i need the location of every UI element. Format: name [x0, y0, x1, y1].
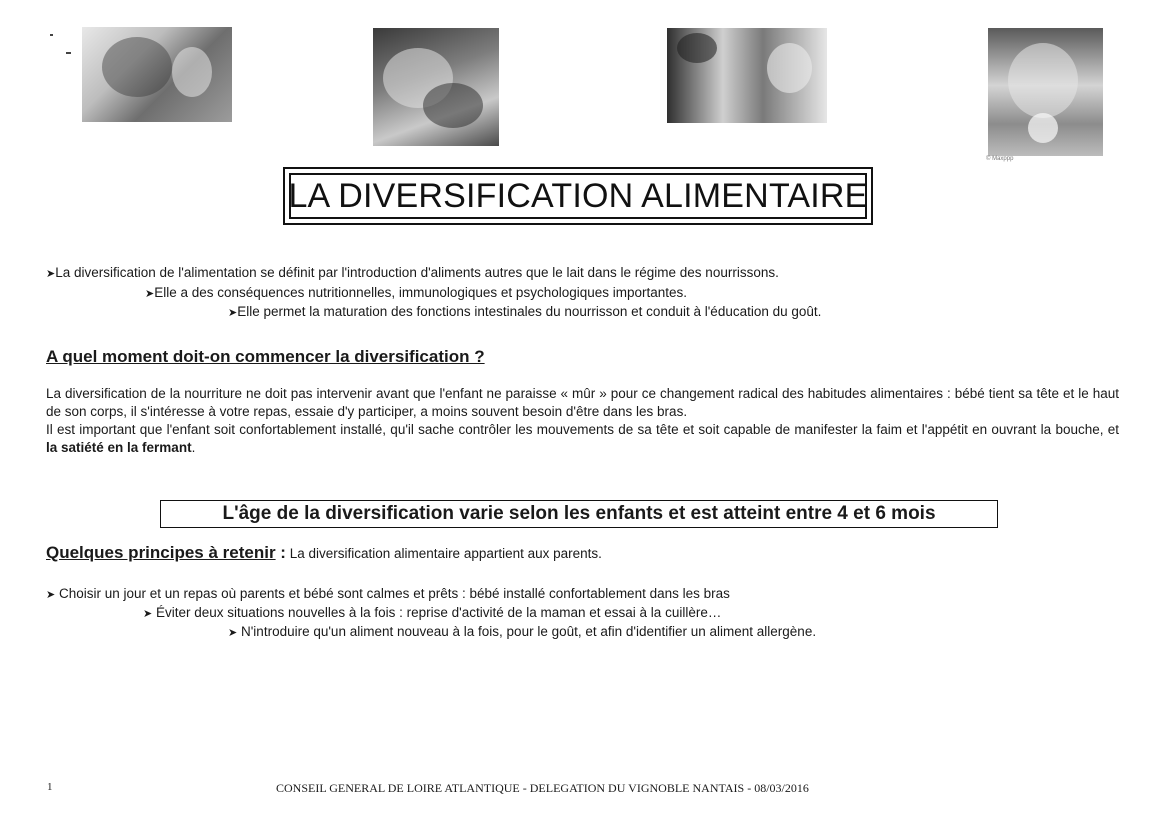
title-frame	[283, 167, 873, 225]
arrow-icon: ➤	[46, 268, 56, 280]
intro-line-1	[46, 264, 779, 283]
intro-line-3	[228, 303, 821, 322]
age-highlight-box	[160, 500, 998, 528]
section-heading-when: A quel moment doit-on commencer la diversification ?	[46, 347, 485, 366]
age-highlight-text: L'âge de la diversification varie selon les enfants et est atteint entre 4 et 6 mois	[222, 503, 936, 524]
intro-text-3: Elle permet la maturation des fonctions intestinales du nourrisson et conduit à l'éducation du goût.	[237, 304, 822, 319]
section-when-body	[46, 385, 1119, 457]
principle-text-1: Choisir un jour et un repas où parents et bébé sont calmes et prêts : bébé installé confortablement dans les bras	[58, 586, 730, 601]
page-footer: CONSEIL GENERAL DE LOIRE ATLANTIQUE - DELEGATION DU VIGNOBLE NANTAIS - 08/03/2016	[276, 781, 809, 795]
intro-text-2: Elle a des conséquences nutritionnelles, immunologiques et psychologiques importantes.	[154, 285, 688, 300]
intro-line-2	[145, 284, 687, 303]
photo-mother-baby	[82, 27, 232, 122]
arrow-icon: ➤	[143, 608, 153, 620]
principles-lead: La diversification alimentaire appartient aux parents.	[289, 546, 602, 561]
principle-text-2: Éviter deux situations nouvelles à la fois : reprise d'activité de la maman et essai à la cuillère…	[155, 605, 722, 620]
photo-child-eating	[988, 28, 1103, 156]
principle-item-2	[143, 604, 721, 623]
heading-colon: :	[275, 543, 286, 562]
arrow-icon: ➤	[145, 288, 155, 300]
paragraph-maturity: La diversification de la nourriture ne doit pas intervenir avant que l'enfant ne paraisse « mûr » pour ce changement radical des habitudes alimentaires : bébé tient sa tête et le haut de son corps, il s'intéresse à votre repas, essaie d'y participer, a moins souvent besoin d'être dans les bras.	[46, 386, 1119, 419]
principle-item-3	[228, 623, 816, 642]
intro-text-1: La diversification de l'alimentation se définit par l'introduction d'aliments autres que le lait dans le régime des nourrissons.	[55, 265, 779, 280]
paragraph-end: .	[191, 440, 196, 455]
paragraph-installation	[46, 421, 1119, 457]
photo-credit: © Maxppp	[986, 156, 1014, 162]
principle-item-1	[46, 585, 730, 604]
page-number: 1	[47, 781, 53, 793]
scan-speck	[66, 52, 71, 54]
emphasis-satiety: la satiété en la fermant	[46, 440, 192, 455]
page-title: LA DIVERSIFICATION ALIMENTAIRE	[288, 176, 868, 215]
paragraph-text: Il est important que l'enfant soit confortablement installé, qu'il sache contrôler les mouvements de sa tête et soit capable de manifester la faim et l'appétit en ouvrant la bouche, et	[46, 422, 1119, 437]
photo-baby-spoon	[667, 28, 827, 123]
arrow-icon: ➤	[46, 589, 56, 601]
principles-line	[46, 544, 602, 563]
principle-text-3: N'introduire qu'un aliment nouveau à la fois, pour le goût, et afin d'identifier un aliment allergène.	[240, 624, 817, 639]
arrow-icon: ➤	[228, 627, 238, 639]
arrow-icon: ➤	[228, 307, 238, 319]
photo-baby-feeding	[373, 28, 499, 146]
section-heading-principles: Quelques principes à retenir	[46, 543, 276, 562]
title-inner-frame	[289, 173, 867, 219]
scan-speck	[50, 34, 53, 36]
